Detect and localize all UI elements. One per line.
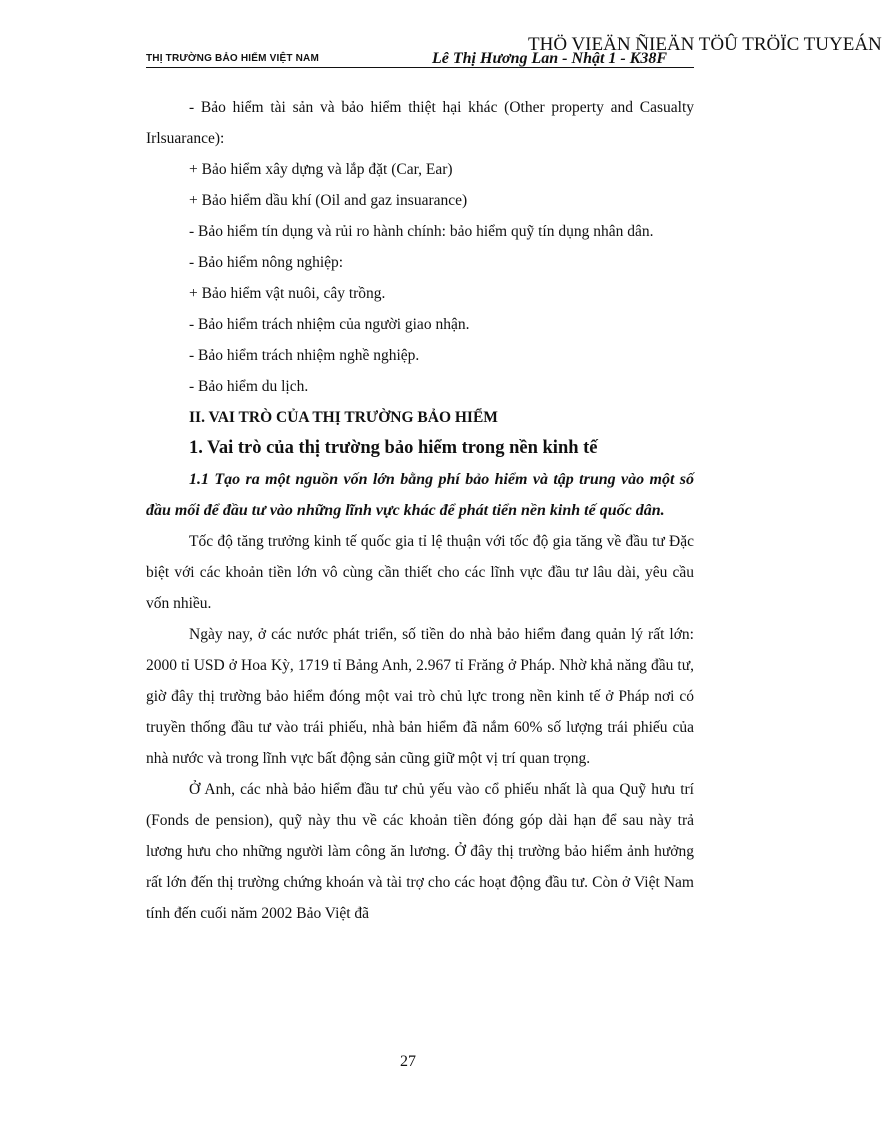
running-header-author: Lê Thị Hương Lan - Nhật 1 - K38F [432, 50, 668, 67]
list-item: - Bảo hiểm trách nhiệm nghề nghiệp. [189, 347, 420, 364]
header-divider [146, 67, 694, 68]
sub-subsection-heading: 1.1 Tạo ra một nguồn vốn lớn bằng phí bảo hiểm và tập trung vào một số đầu mối để đầu tư vào những lĩnh vực khác để phát tiển nền kinh tế quốc dân. [146, 471, 694, 519]
running-header-title: THỊ TRƯỜNG BẢO HIỂM VIỆT NAM [146, 53, 319, 64]
body-paragraph: Ngày nay, ở các nước phát triển, số tiền do nhà bảo hiểm đang quản lý rất lớn: 2000 tỉ USD ở Hoa Kỳ, 1719 tỉ Bảng Anh, 2.967 tỉ Frăng ở Pháp. Nhờ khả năng đầu tư, giờ đây thị trường bảo hiểm đóng một vai trò chủ lực trong nền kinh tế ở Pháp nơi có truyền thống đầu tư vào trái phiếu, nhà bản hiểm đã nắm 60% số lượng trái phiếu của nhà nước và trong lĩnh vực bất động sản cũng giữ một vị trí quan trọng. [146, 626, 694, 767]
section-heading: II. VAI TRÒ CỦA THỊ TRƯỜNG BẢO HIỂM [189, 409, 498, 426]
list-item: - Bảo hiểm tài sản và bảo hiểm thiệt hại khác (Other property and Casualty Irlsuarance): [146, 99, 694, 147]
list-item: - Bảo hiểm du lịch. [189, 378, 309, 395]
page-number: 27 [400, 1053, 416, 1070]
list-item: + Bảo hiểm xây dựng và lắp đặt (Car, Ear) [189, 161, 453, 178]
list-item: - Bảo hiểm tín dụng và rủi ro hành chính: bảo hiểm quỹ tín dụng nhân dân. [189, 223, 654, 240]
list-item: + Bảo hiểm vật nuôi, cây trồng. [189, 285, 386, 302]
list-item: - Bảo hiểm trách nhiệm của người giao nhận. [189, 316, 470, 333]
library-watermark: THÖ VIEÄN ÑIEÄN TÖÛ TRÖÏC TUYEÁN [528, 34, 882, 55]
list-item: + Bảo hiểm dầu khí (Oil and gaz insuarance) [189, 192, 468, 209]
subsection-heading: 1. Vai trò của thị trường bảo hiểm trong nền kinh tế [189, 438, 598, 458]
body-paragraph: Tốc độ tăng trưởng kinh tế quốc gia tỉ lệ thuận với tốc độ gia tăng về đầu tư Đặc biệt với các khoản tiền lớn vô cùng cần thiết cho các lĩnh vực đầu tư lâu dài, yêu cầu vốn nhiều. [146, 533, 694, 612]
page-body [146, 92, 694, 929]
body-paragraph: Ở Anh, các nhà bảo hiểm đầu tư chủ yếu vào cổ phiếu nhất là qua Quỹ hưu trí (Fonds de pension), quỹ này thu về các khoản tiền đóng góp dài hạn để sau này trả lương hưu cho những người làm công ăn lương. Ở đây thị trường bảo hiểm ảnh hưởng rất lớn đến thị trường chứng khoán và tài trợ cho các hoạt động đầu tư. Còn ở Việt Nam tính đến cuối năm 2002 Bảo Việt đã [146, 781, 694, 922]
list-item: - Bảo hiểm nông nghiệp: [189, 254, 344, 271]
